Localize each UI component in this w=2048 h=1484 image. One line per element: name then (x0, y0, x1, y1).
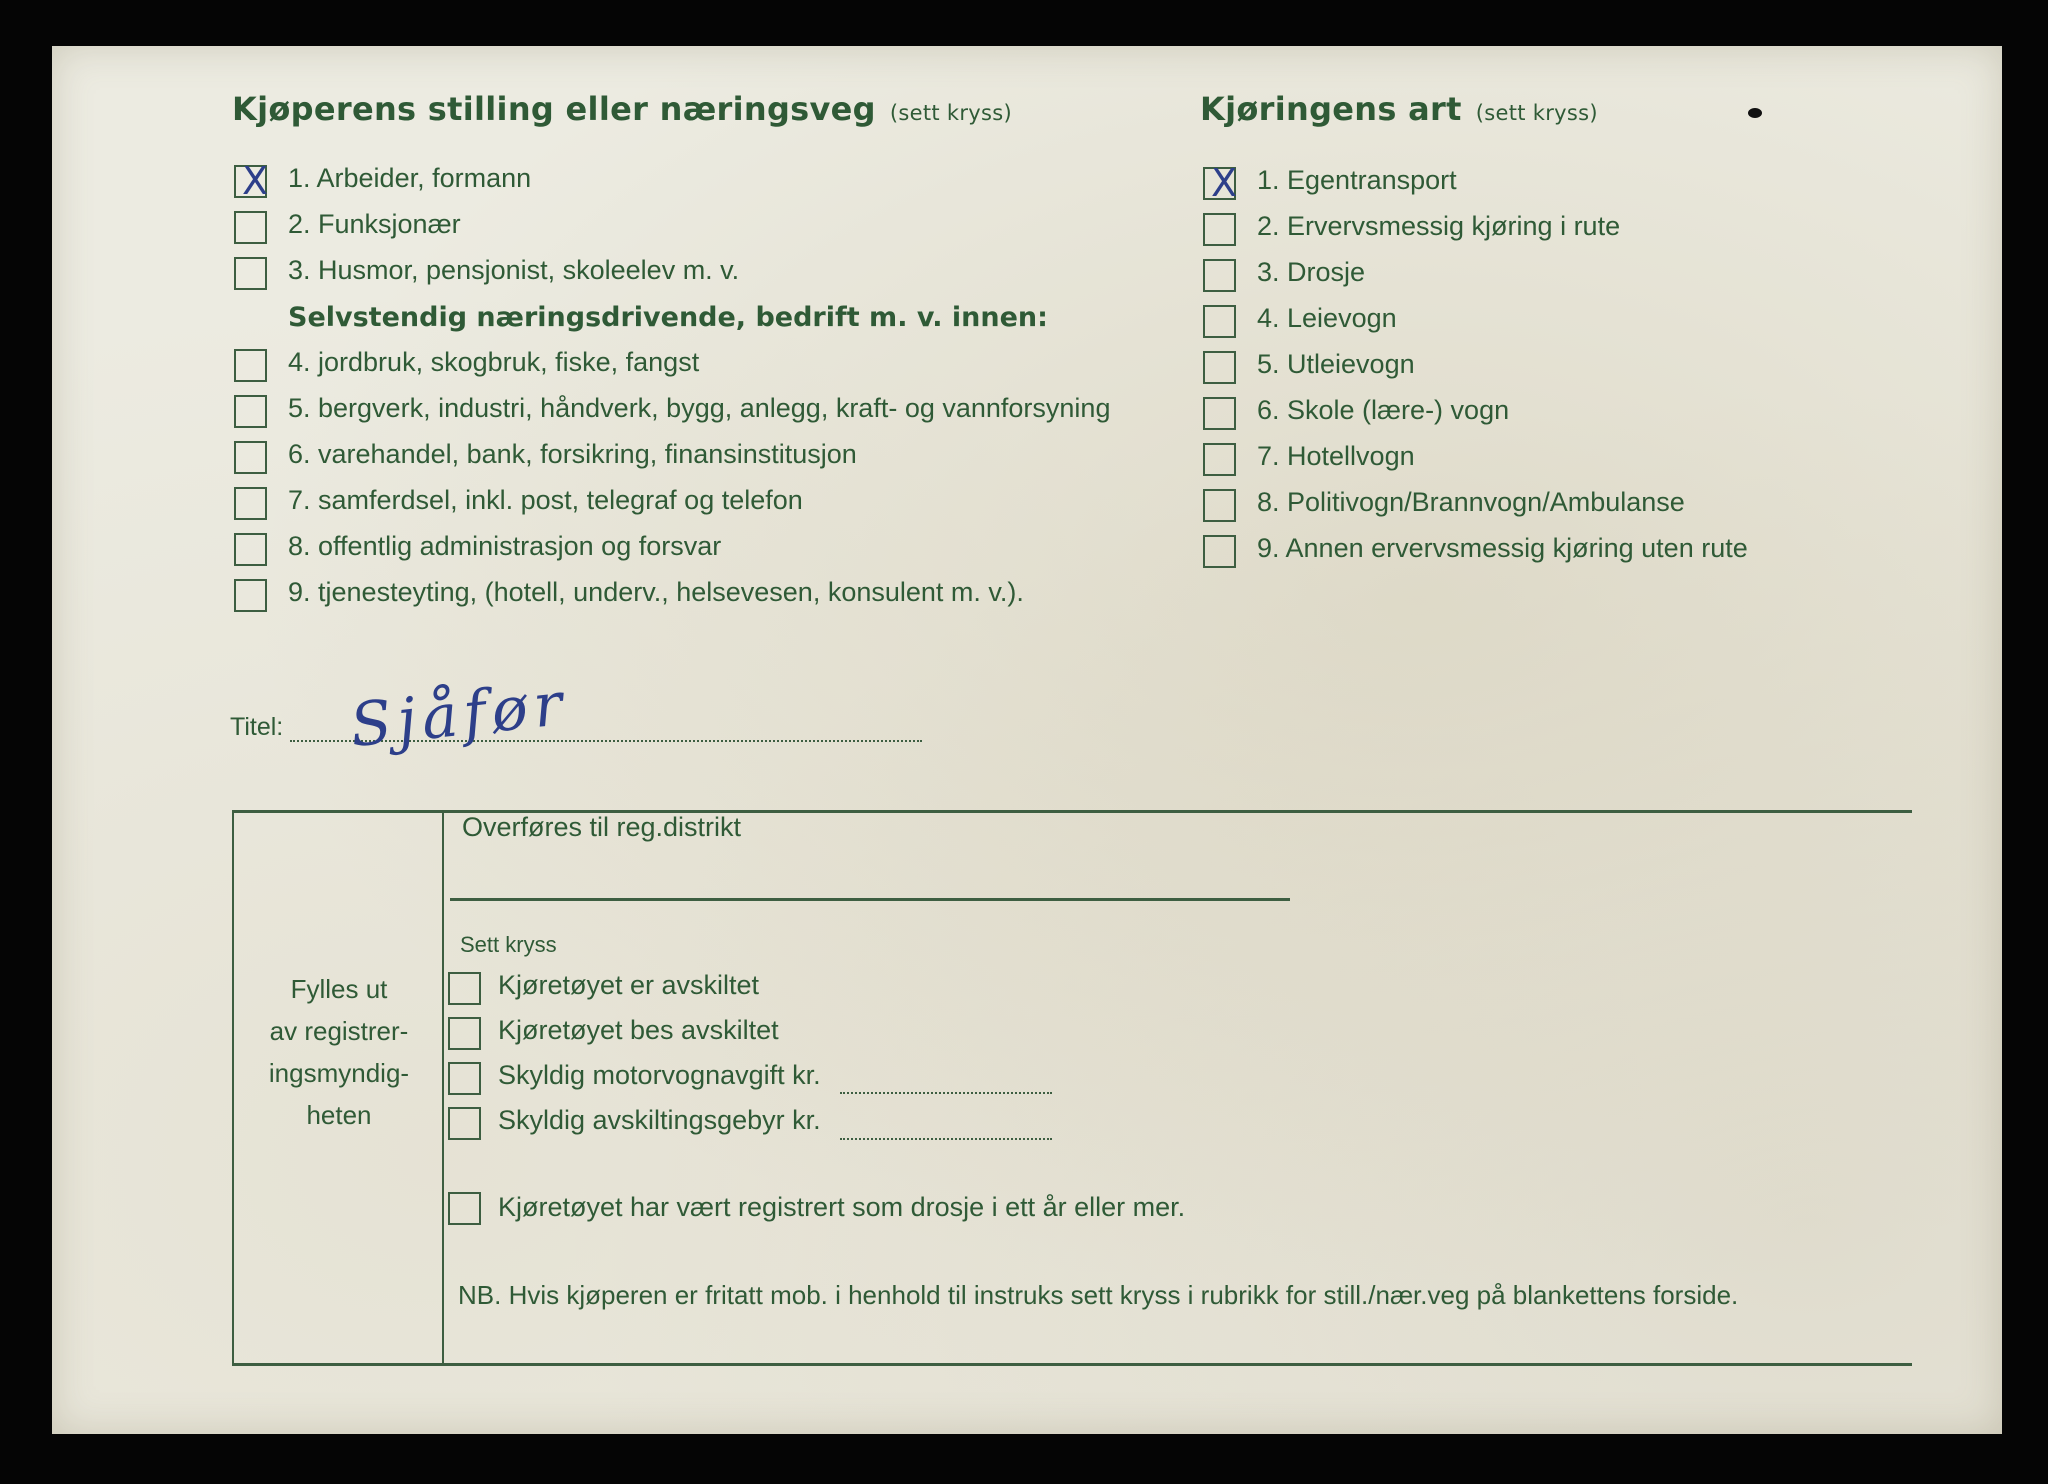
driving-type-item-checkbox[interactable] (1203, 489, 1236, 522)
side-label-line-1: Fylles ut (290, 974, 388, 1004)
check-mark-icon: X (1210, 161, 1238, 205)
sector-item-label: 7. samferdsel, inkl. post, telegraf og telefon (288, 485, 803, 515)
right-heading-hint: (sett kryss) (1475, 101, 1598, 125)
right-heading (1200, 90, 1598, 128)
sector-item-label: 6. varehandel, bank, forsikring, finansinstitusjon (288, 439, 857, 469)
driving-type-item-label: 6. Skole (lære-) vogn (1257, 395, 1510, 425)
left-heading-hint: (sett kryss) (889, 101, 1012, 125)
occupation-item-label: 2. Funksjonær (288, 209, 461, 239)
driving-type-item-label: 9. Annen ervervsmessig kjøring uten rute (1257, 533, 1748, 563)
side-label-line-4: heten (306, 1100, 372, 1130)
box-bottom-border (232, 1363, 1912, 1366)
driving-type-item-label: 8. Politivogn/Brannvogn/Ambulanse (1257, 487, 1685, 517)
occupation-item-label: 3. Husmor, pensjonist, skoleelev m. v. (288, 255, 740, 285)
transfer-label: Overføres til reg.distrikt (462, 812, 742, 842)
sector-item-checkbox[interactable] (234, 487, 267, 520)
side-label-line-2: av registrer- (269, 1016, 409, 1046)
registry-item-label: Skyldig avskiltingsgebyr kr. (498, 1105, 821, 1135)
titel-label: Titel: (230, 713, 284, 741)
right-heading-text: Kjøringens art (1200, 90, 1462, 128)
driving-type-item-label: 1. Egentransport (1257, 165, 1457, 195)
ink-blot (1748, 108, 1762, 118)
driving-type-item-label: 3. Drosje (1257, 257, 1366, 287)
registry-item-checkbox[interactable] (448, 1017, 481, 1050)
side-label-line-3: ingsmyndig- (268, 1058, 410, 1088)
driving-type-item-checkbox[interactable] (1203, 213, 1236, 246)
left-heading-text: Kjøperens stilling eller næringsveg (232, 90, 876, 128)
sector-item-label: 5. bergverk, industri, håndverk, bygg, anlegg, kraft- og vannforsyning (288, 393, 1111, 423)
sector-item-checkbox[interactable] (234, 395, 267, 428)
driving-type-item-checkbox[interactable] (1203, 305, 1236, 338)
check-mark-icon: X (241, 159, 269, 203)
occupation-item-checkbox[interactable] (234, 159, 269, 203)
driving-type-item-checkbox[interactable] (1203, 535, 1236, 568)
sector-item-checkbox[interactable] (234, 579, 267, 612)
drosje-item-label: Kjøretøyet har vært registrert som drosje i ett år eller mer. (498, 1192, 1186, 1222)
driving-type-item-checkbox[interactable] (1203, 351, 1236, 384)
sector-item-label: 4. jordbruk, skogbruk, fiske, fangst (288, 347, 700, 377)
driving-type-item-label: 5. Utleievogn (1257, 349, 1415, 379)
drosje-checkbox[interactable] (448, 1192, 481, 1225)
driving-type-item-label: 2. Ervervsmessig kjøring i rute (1257, 211, 1621, 241)
titel-handwritten-value[interactable]: Sjåfør (346, 668, 572, 762)
registry-item-checkbox[interactable] (448, 1107, 481, 1140)
sector-item-checkbox[interactable] (234, 533, 267, 566)
registry-item-checkbox[interactable] (448, 972, 481, 1005)
sett-kryss-label: Sett kryss (460, 932, 557, 957)
left-subheading: Selvstendig næringsdrivende, bedrift m. v. innen: (288, 302, 1048, 333)
registry-side-label (234, 968, 444, 1136)
avskiltingsgebyr-dotted-line[interactable] (840, 1138, 1052, 1140)
registry-item-label: Kjøretøyet er avskiltet (498, 970, 760, 1000)
registry-item-label: Kjøretøyet bes avskiltet (498, 1015, 779, 1045)
occupation-item-checkbox[interactable] (234, 257, 267, 290)
occupation-item-label: 1. Arbeider, formann (288, 163, 532, 193)
nb-note: NB. Hvis kjøperen er fritatt mob. i henhold til instruks sett kryss i rubrikk for still./nær.veg på blankettens forside. (458, 1280, 1739, 1310)
registry-item-checkbox[interactable] (448, 1062, 481, 1095)
occupation-item-checkbox[interactable] (234, 211, 267, 244)
sector-item-label: 9. tjenesteyting, (hotell, underv., helsevesen, konsulent m. v.). (288, 577, 1024, 607)
left-heading (232, 90, 1012, 128)
sector-item-checkbox[interactable] (234, 349, 267, 382)
driving-type-item-checkbox[interactable] (1203, 161, 1238, 205)
registry-item-label: Skyldig motorvognavgift kr. (498, 1060, 821, 1090)
motorvognavgift-dotted-line[interactable] (840, 1092, 1052, 1094)
transfer-field-line[interactable] (450, 898, 1290, 901)
driving-type-item-checkbox[interactable] (1203, 443, 1236, 476)
driving-type-item-label: 4. Leievogn (1257, 303, 1397, 333)
sector-item-label: 8. offentlig administrasjon og forsvar (288, 531, 722, 561)
sector-item-checkbox[interactable] (234, 441, 267, 474)
driving-type-item-checkbox[interactable] (1203, 259, 1236, 292)
driving-type-item-checkbox[interactable] (1203, 397, 1236, 430)
driving-type-item-label: 7. Hotellvogn (1257, 441, 1415, 471)
